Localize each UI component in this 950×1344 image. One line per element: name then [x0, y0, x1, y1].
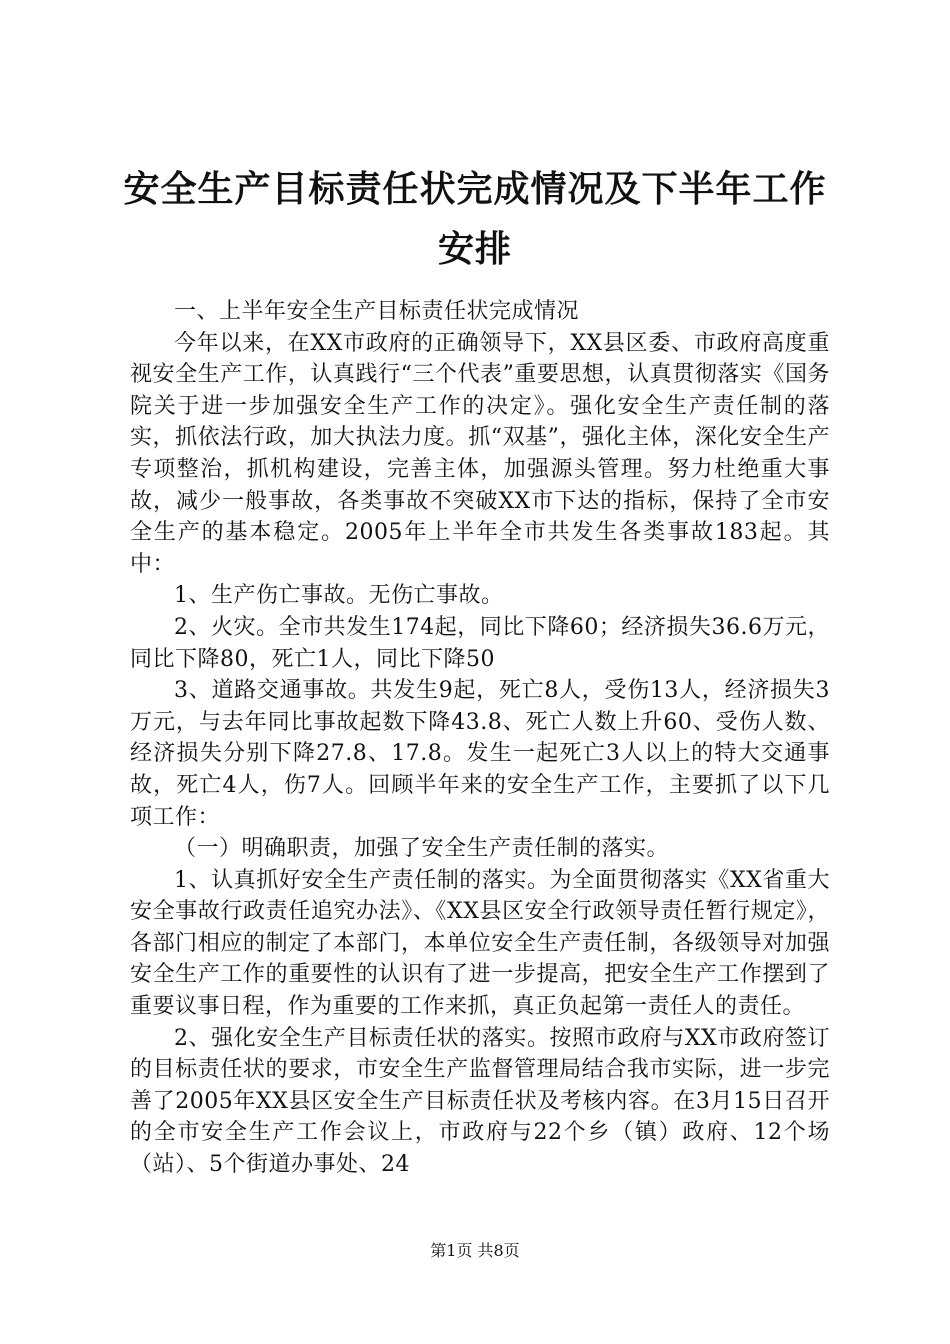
document-title: 安全生产目标责任状完成情况及下半年工作安排	[123, 169, 827, 270]
paragraph-responsibility: 1、认真抓好安全生产责任制的落实。为全面贯彻落实《XX省重大安全事故行政责任追究办法》、《XX县区安全行政领导责任暂行规定》，各部门相应的制定了本部门，本单位安全生产责任制，各级领导对加强安全生产工作的重要性的认识有了进一步提高，把安全生产工作摆到了重要议事日程，作为重要的工作来抓，真正负起第一责任人的责任。	[130, 867, 830, 1020]
document-body	[130, 296, 830, 1181]
paragraph-target-letter: 2、强化安全生产目标责任状的落实。按照市政府与XX市政府签订的目标责任状的要求，市安全生产监督管理局结合我市实际，进一步完善了2005年XX县区安全生产目标责任状及考核内容。在3月15日召开的全市安全生产工作会议上，市政府与22个乡（镇）政府、12个场（站）、5个街道办事处、24	[130, 1025, 830, 1178]
paragraph-intro: 今年以来，在XX市政府的正确领导下，XX县区委、市政府高度重视安全生产工作，认真践行“三个代表”重要思想，认真贯彻落实《国务院关于进一步加强安全生产工作的决定》。强化安全生产责任制的落实，抓依法行政，加大执法力度。抓“双基”，强化主体，深化安全生产专项整治，抓机构建设，完善主体，加强源头管理。努力杜绝重大事故，减少一般事故，各类事故不突破XX市下达的指标，保持了全市安全生产的基本稳定。2005年上半年全市共发生各类事故183起。其中：	[130, 330, 830, 577]
paragraph-item-traffic: 3、道路交通事故。共发生9起，死亡8人，受伤13人，经济损失3万元，与去年同比事故起数下降43.8、死亡人数上升60、受伤人数、经济损失分别下降27.8、17.8。发生一起死亡3人以上的特大交通事故，死亡4人，伤7人。回顾半年来的安全生产工作，主要抓了以下几项工作：	[130, 678, 830, 830]
paragraph-item-production: 1、生产伤亡事故。无伤亡事故。	[174, 583, 504, 609]
subsection-heading: （一）明确职责，加强了安全生产责任制的落实。	[174, 836, 670, 862]
section-heading: 一、上半年安全生产目标责任状完成情况	[174, 299, 580, 324]
page-footer: 第1页 共8页	[430, 1241, 520, 1260]
paragraph-item-fire: 2、火灾。全市共发生174起，同比下降60；经济损失36.6万元，同比下降80，死亡1人，同比下降50	[130, 614, 830, 672]
